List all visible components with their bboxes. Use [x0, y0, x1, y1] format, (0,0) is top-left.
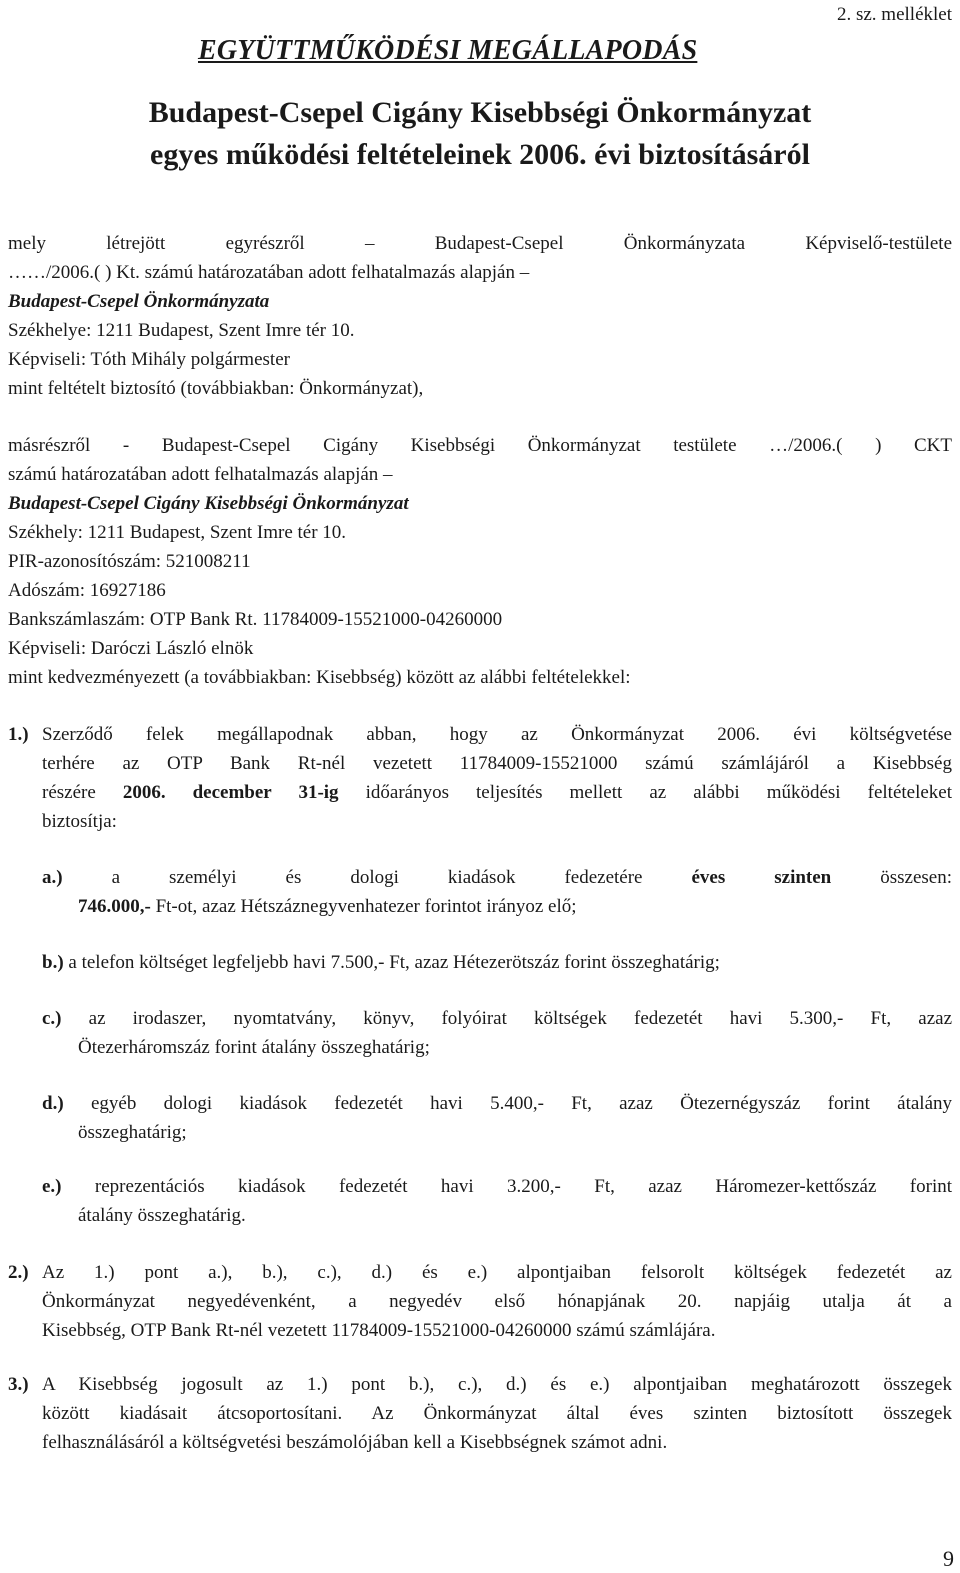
sub-d-text: egyéb dologi kiadások fedezetét havi 5.400,- Ft, azaz Ötezernégyszáz forint átalány — [90, 1093, 953, 1114]
sub-b-number: b.) — [42, 952, 64, 973]
sub-e-line-2: átalány összeghatárig. — [78, 1205, 246, 1226]
party2-role: mint kedvezményezett (a továbbiakban: Kisebbség) között az alábbi feltételekkel: — [8, 667, 631, 688]
point-3-line-3: felhasználásáról a költségvetési beszámolójában kell a Kisebbségnek számot adni. — [42, 1432, 668, 1453]
subtitle-line-1: Budapest-Csepel Cigány Kisebbségi Önkormányzat — [148, 96, 812, 129]
point-1-text-cont: időarányos teljesítés mellett az alábbi működési feltételeket — [338, 782, 953, 803]
party2-bank-account: Bankszámlaszám: OTP Bank Rt. 11784009-15521000-04260000 — [8, 609, 503, 630]
point-3-line-2: között kiadásait átcsoportosítani. Az Önkormányzat által éves szinten biztosított összegek — [42, 1403, 952, 1424]
party2-representative: Képviseli: Daróczi László elnök — [8, 638, 254, 659]
sub-a-amount-text: Ft-ot, azaz Hétszáznegyvenhatezer forintot irányoz elő; — [150, 896, 577, 917]
point-2-line-2: Önkormányzat negyedévenként, a negyedév első hónapjának 20. napjáig utalja át a — [42, 1291, 952, 1312]
party1-seat: Székhelye: 1211 Budapest, Szent Imre tér 10. — [8, 320, 355, 341]
sub-a-number: a.) — [42, 867, 63, 888]
sub-c-line-1 — [42, 1004, 952, 1033]
sub-e-line-1 — [42, 1172, 952, 1201]
page-number: 9 — [943, 1546, 954, 1571]
point-1-line-1: Szerződő felek megállapodnak abban, hogy az Önkormányzat 2006. évi költségvetése — [42, 724, 952, 745]
sub-c-number: c.) — [42, 1008, 62, 1029]
point-1-number: 1.) — [8, 724, 29, 745]
sub-b-line-1 — [42, 948, 952, 977]
document-title: EGYÜTTMŰKÖDÉSI MEGÁLLAPODÁS — [198, 35, 698, 66]
point-1-deadline: 2006. december 31-ig — [122, 782, 339, 803]
sub-d-line-1 — [42, 1089, 952, 1118]
party1-representative: Képviseli: Tóth Mihály polgármester — [8, 349, 290, 370]
party2-line-1: másrészről - Budapest-Csepel Cigány Kisebbségi Önkormányzat testülete …/2006.( ) CKT — [8, 435, 952, 456]
party2-seat: Székhely: 1211 Budapest, Szent Imre tér 10. — [8, 522, 347, 543]
annex-label: 2. sz. melléklet — [836, 4, 952, 25]
party2-tax-number: Adószám: 16927186 — [8, 580, 166, 601]
point-3-number: 3.) — [8, 1374, 29, 1395]
sub-b-text: a telefon költséget legfeljebb havi 7.500,- Ft, azaz Hétezerötszáz forint összeghatárig; — [68, 952, 720, 973]
sub-d-line-2: összeghatárig; — [78, 1122, 187, 1143]
point-3-line-1: A Kisebbség jogosult az 1.) pont b.), c.), d.) és e.) alpontjaiban meghatározott összegek — [42, 1374, 952, 1395]
sub-d-number: d.) — [42, 1093, 64, 1114]
sub-a-text-cont: összesen: — [831, 867, 953, 888]
sub-a-line-1 — [42, 863, 952, 892]
document-subtitle — [0, 92, 960, 176]
party2-pir: PIR-azonosítószám: 521008211 — [8, 551, 251, 572]
point-2-line-1: Az 1.) pont a.), b.), c.), d.) és e.) alpontjaiban felsorolt költségek fedezetét az — [42, 1262, 952, 1283]
point-1-line-2: terhére az OTP Bank Rt-nél vezetett 11784009-15521000 számú számlájáról a Kisebbség — [42, 753, 952, 774]
sub-e-number: e.) — [42, 1176, 62, 1197]
party1-name: Budapest-Csepel Önkormányzata — [8, 291, 270, 312]
party1-line-2: ……/2006.( ) Kt. számú határozatában adott felhatalmazás alapján – — [8, 262, 530, 283]
sub-c-text: az irodaszer, nyomtatvány, könyv, folyóirat költségek fedezetét havi 5.300,- Ft, azaz — [88, 1008, 952, 1029]
point-1-text: részére — [42, 782, 123, 803]
point-1-line-3 — [42, 778, 952, 807]
party2-name: Budapest-Csepel Cigány Kisebbségi Önkormányzat — [8, 493, 409, 514]
point-2-line-3: Kisebbség, OTP Bank Rt-nél vezetett 11784009-15521000-04260000 számú számlájára. — [42, 1320, 716, 1341]
party1-line-1: mely létrejött egyrészről – Budapest-Csepel Önkormányzata Képviselő-testülete — [8, 233, 952, 254]
subtitle-line-2: egyes működési feltételeinek 2006. évi biztosításáról — [150, 138, 810, 171]
point-2-number: 2.) — [8, 1262, 29, 1283]
party1-role: mint feltételt biztosító (továbbiakban: Önkormányzat), — [8, 378, 424, 399]
sub-a-yearly: éves szinten — [691, 867, 832, 888]
sub-c-line-2: Ötezerháromszáz forint átalány összeghatárig; — [78, 1037, 430, 1058]
sub-e-text: reprezentációs kiadások fedezetét havi 3.200,- Ft, azaz Háromezer-kettőszáz forint — [94, 1176, 953, 1197]
sub-a-line-2 — [78, 892, 952, 921]
sub-a-amount: 746.000,- — [78, 896, 151, 917]
party2-line-2: számú határozatában adott felhatalmazás alapján – — [8, 464, 393, 485]
point-1-line-4: biztosítja: — [42, 811, 117, 832]
sub-a-text: a személyi és dologi kiadások fedezetére — [111, 867, 692, 888]
